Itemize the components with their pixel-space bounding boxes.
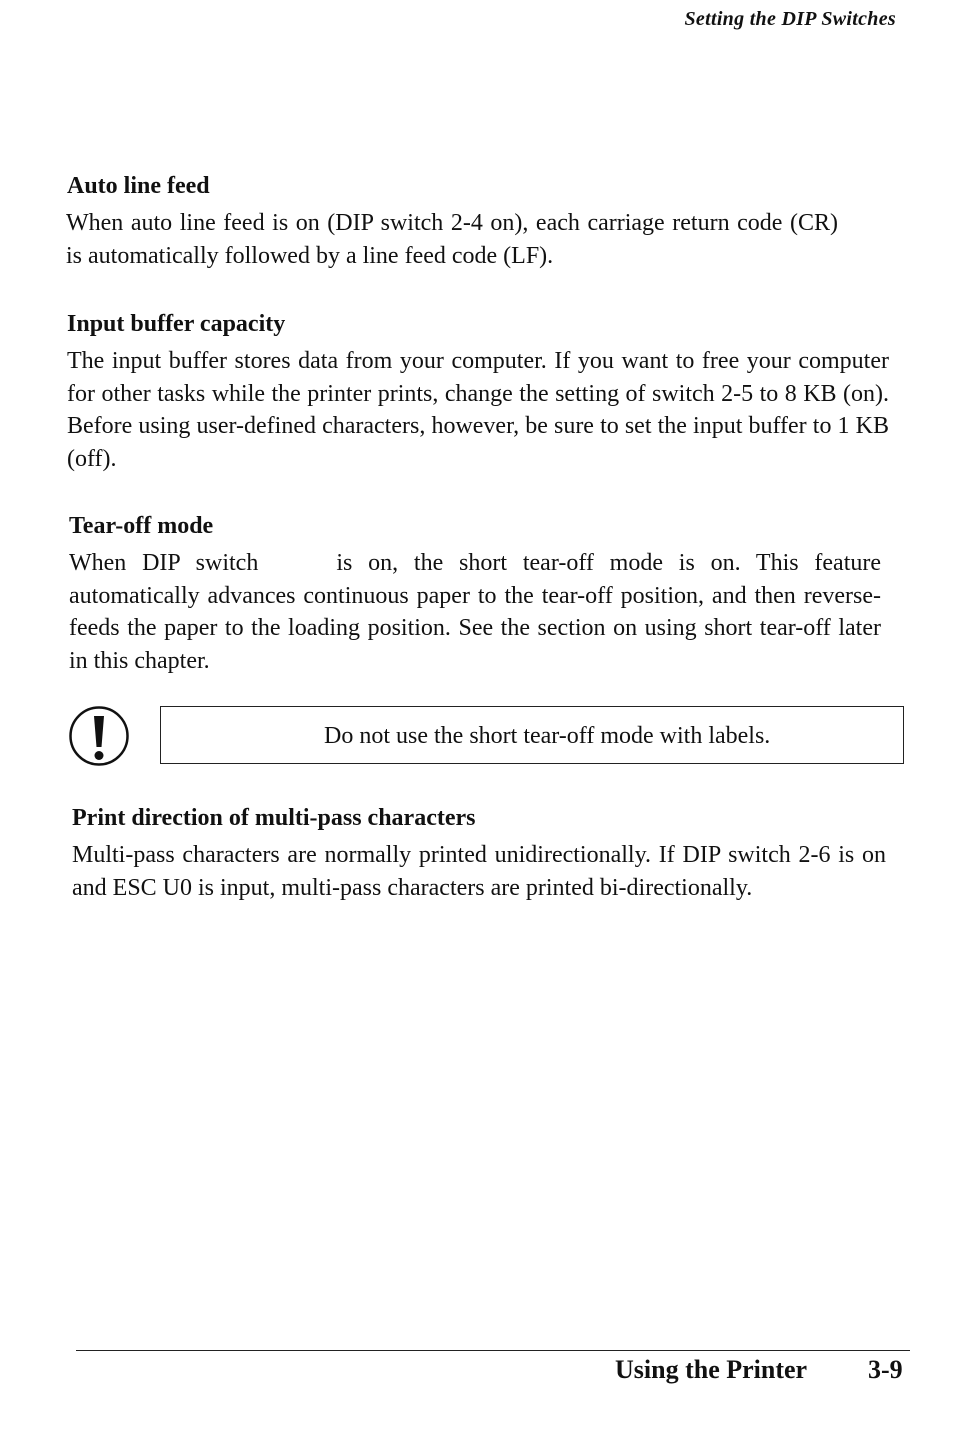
- caution-note-text: Do not use the short tear-off mode with labels.: [324, 723, 771, 749]
- heading-auto-line-feed: Auto line feed: [67, 173, 210, 199]
- paragraph-print-direction: Multi-pass characters are normally printed unidirectionally. If DIP switch 2-6 is on and ESC U0 is input, multi-pass characters are printed bi-directionally.: [72, 842, 886, 901]
- heading-tear-off-mode: Tear-off mode: [69, 513, 214, 539]
- caution-note-box: [160, 706, 904, 764]
- running-header: Setting the DIP Switches: [684, 8, 896, 30]
- tear-off-text-end: is on, the short tear-off mode is on. This feature automatically advances continuous paper to the tear-off position, and then reverse-feeds the paper to the loading position. See the section on using short tear-off later in this chapter.: [69, 550, 882, 675]
- heading-print-direction: Print direction of multi-pass characters: [72, 805, 476, 831]
- footer-page-number: 3-9: [868, 1355, 903, 1384]
- footer-chapter-title: Using the Printer: [615, 1355, 808, 1384]
- exclamation-caution-icon: [68, 706, 130, 766]
- paragraph-auto-line-feed: When auto line feed is on (DIP switch 2-4 on), each carriage return code (CR) is automatically followed by a line feed code (LF).: [66, 210, 838, 269]
- paragraph-input-buffer-capacity: The input buffer stores data from your computer. If you want to free your computer for other tasks while the printer prints, change the setting of switch 2-5 to 8 KB (on). Before using user-defined characters, however, be sure to set the input buffer to 1 KB (off).: [67, 348, 889, 473]
- footer-rule: [76, 1350, 910, 1351]
- heading-input-buffer-capacity: Input buffer capacity: [67, 311, 286, 337]
- paragraph-tear-off-mode: [69, 547, 881, 678]
- tear-off-text-start: When DIP switch: [69, 550, 259, 576]
